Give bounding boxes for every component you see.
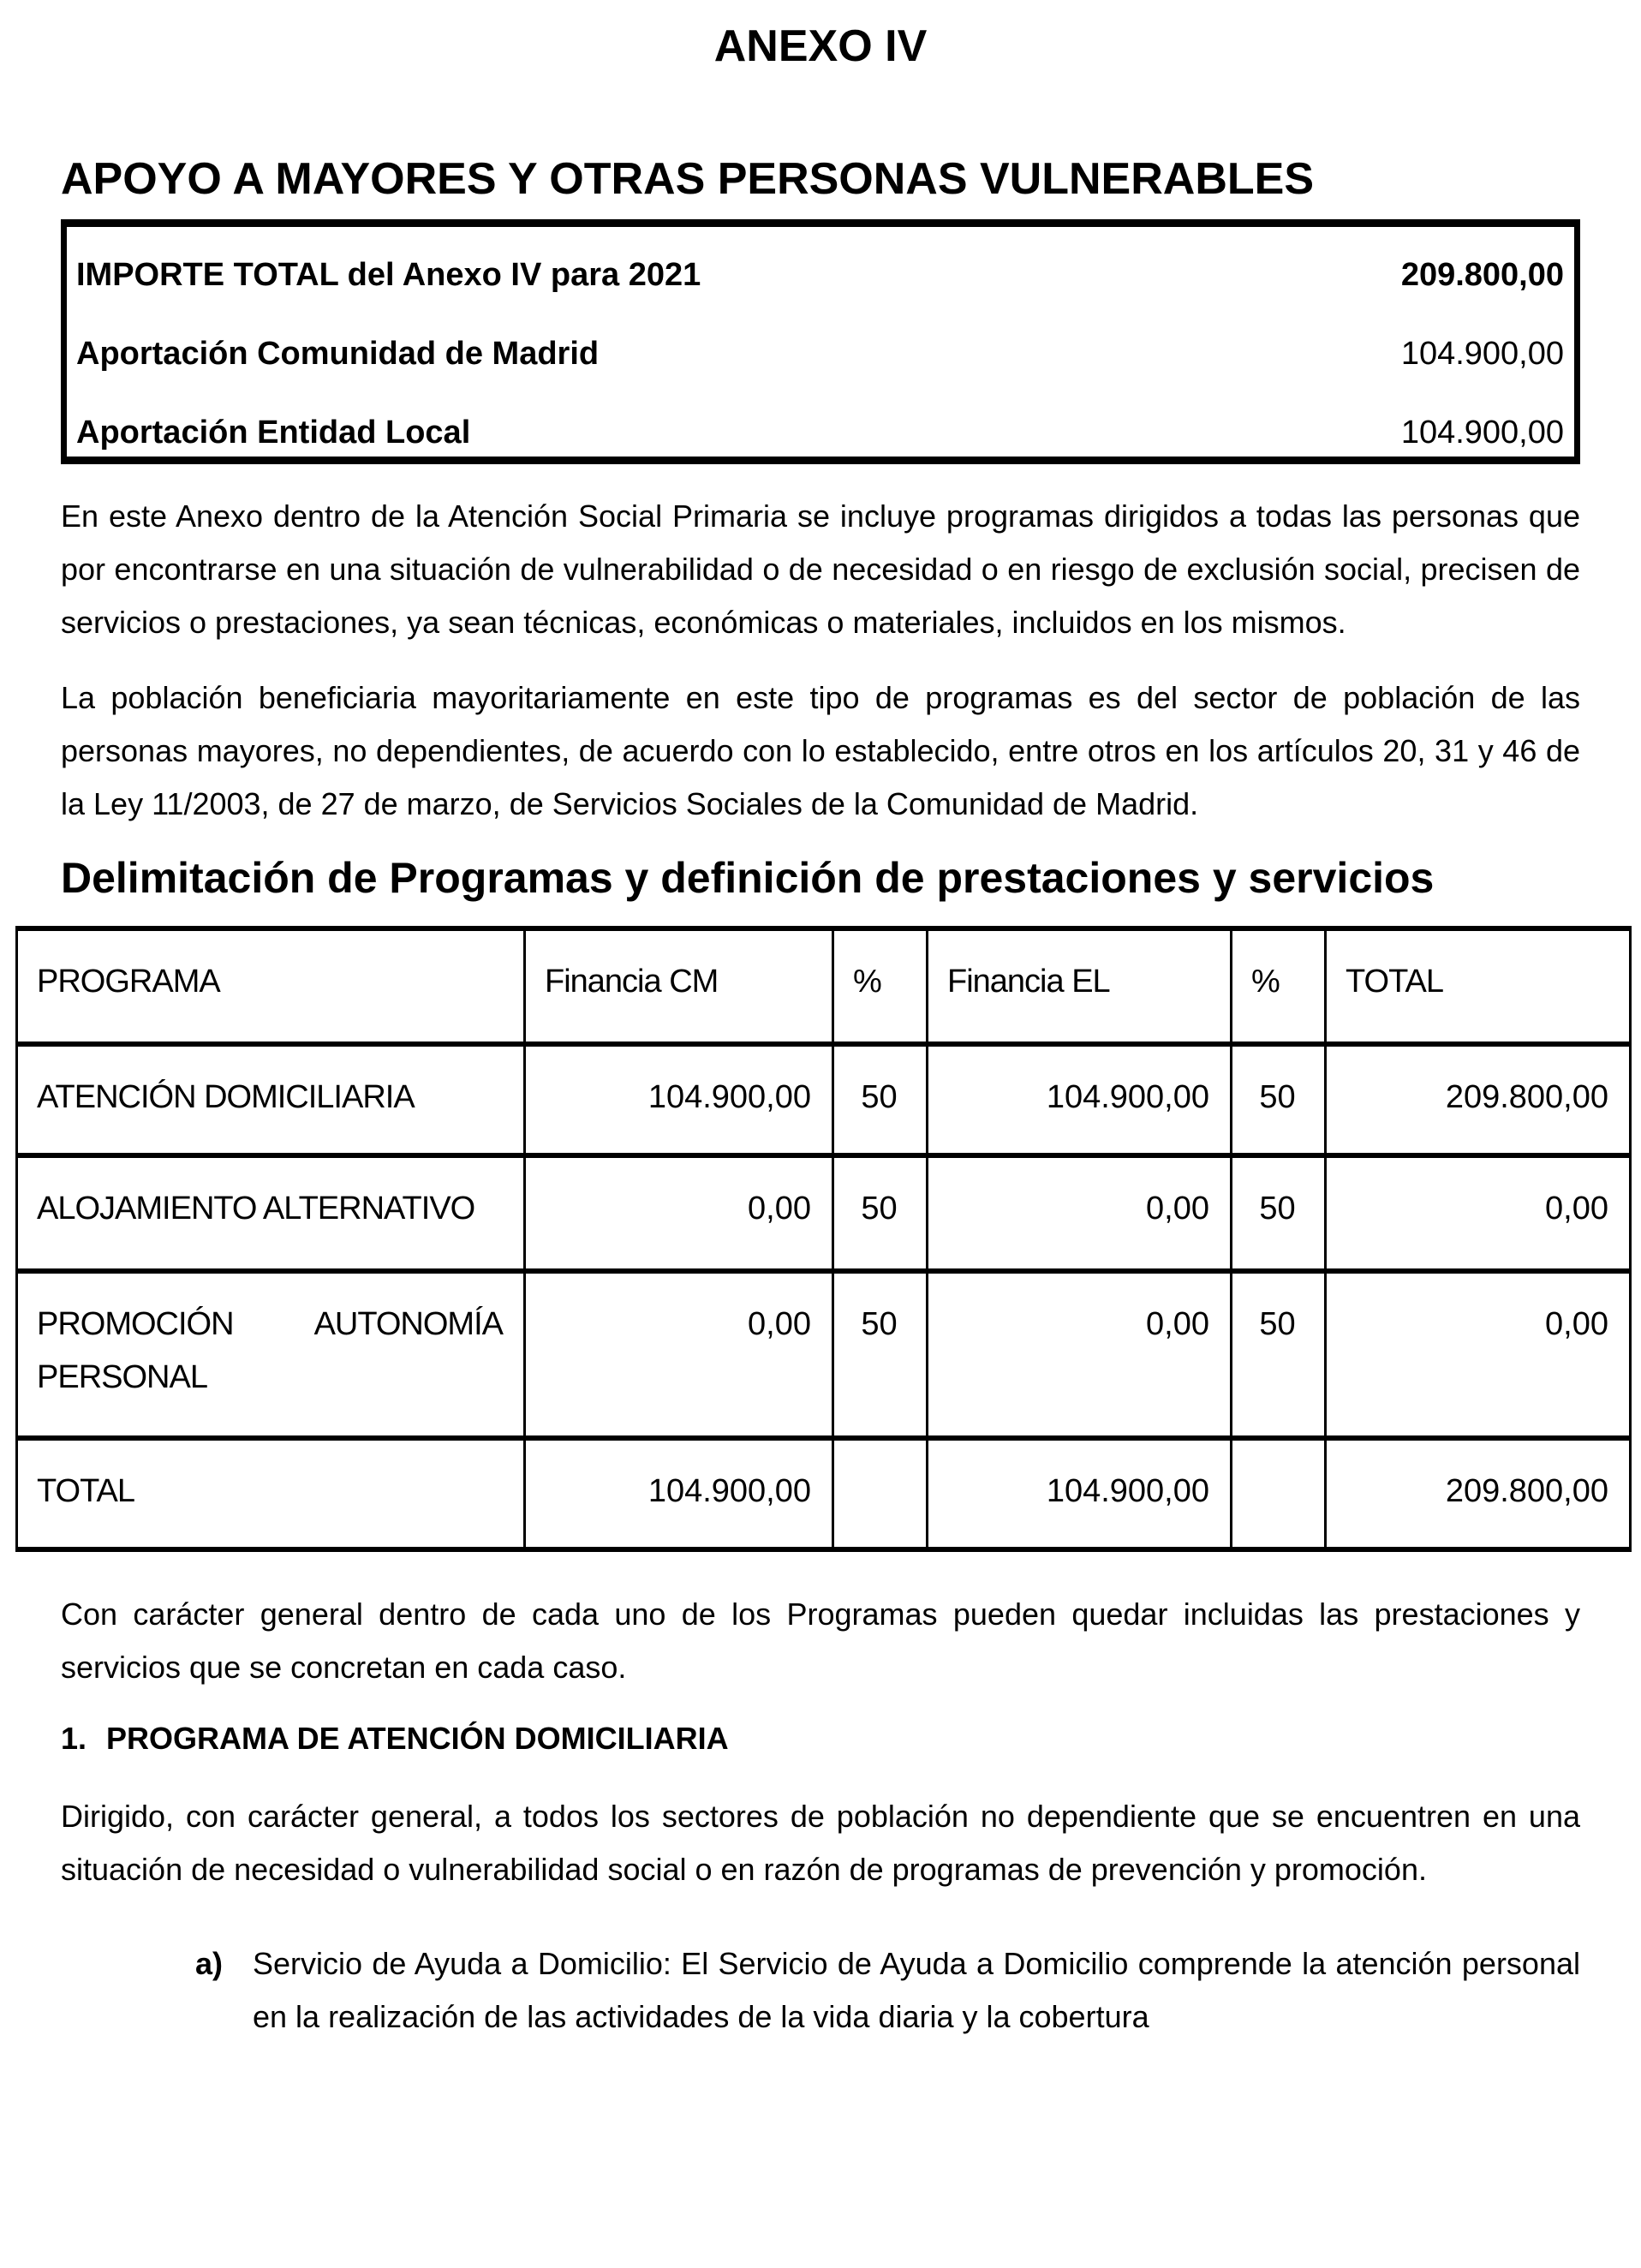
table-row-total — [17, 1438, 1631, 1549]
list-item-a — [195, 1937, 1580, 2044]
cell-financia-el: 104.900,00 — [928, 1044, 1232, 1155]
cell-financia-el: 0,00 — [928, 1271, 1232, 1438]
header-total: TOTAL — [1326, 928, 1631, 1044]
annex-heading: APOYO A MAYORES Y OTRAS PERSONAS VULNERABLES — [61, 154, 1315, 204]
financing-table — [15, 926, 1632, 1552]
section-1-number: 1. — [61, 1721, 87, 1756]
totals-value: 104.900,00 — [1400, 415, 1564, 451]
table-row-promocion-autonomia — [17, 1271, 1631, 1438]
cell-financia-cm: 0,00 — [525, 1271, 833, 1438]
cell-pct-el: 50 — [1232, 1155, 1326, 1271]
cell-program: ALOJAMIENTO ALTERNATIVO — [17, 1155, 525, 1271]
cell-total: 0,00 — [1326, 1271, 1631, 1438]
header-financia-el: Financia EL — [928, 928, 1232, 1044]
totals-value: 104.900,00 — [1400, 336, 1564, 372]
totals-row-aportacion-cm — [76, 335, 1564, 373]
cell-financia-el: 104.900,00 — [928, 1438, 1232, 1549]
section-1-heading — [61, 1718, 1580, 1759]
cell-pct-cm — [833, 1438, 928, 1549]
totals-label: Aportación Entidad Local — [76, 415, 471, 451]
list-item-a-text: Servicio de Ayuda a Domicilio: El Servicio de Ayuda a Domicilio comprende la atención personal en la realización de las actividades de la vida diaria y la cobertura — [253, 1946, 1580, 2034]
table-row-alojamiento-alternativo — [17, 1155, 1631, 1271]
cell-financia-cm: 104.900,00 — [525, 1438, 833, 1549]
totals-label: Aportación Comunidad de Madrid — [76, 336, 600, 372]
cell-financia-el: 0,00 — [928, 1155, 1232, 1271]
intro-paragraph-2: La población beneficiaria mayoritariamente en este tipo de programas es del sector de población de las personas mayores, no dependientes, de acuerdo con lo establecido, entre otros en los artículos 20, 31 y 46 de la Ley 11/2003, de 27 de marzo, de Servicios Sociales de la Comunidad de Madrid. — [61, 680, 1580, 821]
page-title: ANEXO IV — [713, 21, 928, 71]
cell-pct-cm: 50 — [833, 1271, 928, 1438]
cell-pct-el: 50 — [1232, 1271, 1326, 1438]
cell-pct-el — [1232, 1438, 1326, 1549]
cell-financia-cm: 104.900,00 — [525, 1044, 833, 1155]
note-paragraph: Con carácter general dentro de cada uno de los Programas pueden quedar incluidas las prestaciones y servicios que se concretan en cada caso. — [61, 1597, 1580, 1685]
cell-pct-cm: 50 — [833, 1044, 928, 1155]
cell-total: 0,00 — [1326, 1155, 1631, 1271]
totals-label: IMPORTE TOTAL del Anexo IV para 2021 — [76, 257, 701, 293]
cell-program: ATENCIÓN DOMICILIARIA — [17, 1044, 525, 1155]
cell-pct-el: 50 — [1232, 1044, 1326, 1155]
cell-pct-cm: 50 — [833, 1155, 928, 1271]
list-item-a-marker: a) — [195, 1946, 224, 1981]
intro-paragraph-1: En este Anexo dentro de la Atención Social Primaria se incluye programas dirigidos a todas las personas que por encontrarse en una situación de vulnerabilidad o de necesidad o en riesgo de exclusión social, precisen de servicios o prestaciones, ya sean técnicas, económicas o materiales, incluidos en los mismos. — [61, 498, 1580, 640]
totals-value: 209.800,00 — [1400, 257, 1564, 293]
cell-program: PROMOCIÓN AUTONOMÍA PERSONAL — [17, 1271, 525, 1438]
header-financia-cm: Financia CM — [525, 928, 833, 1044]
totals-box — [61, 219, 1580, 464]
section-1-title: PROGRAMA DE ATENCIÓN DOMICILIARIA — [106, 1721, 729, 1756]
header-pct-cm: % — [833, 928, 928, 1044]
totals-row-importe-total — [76, 256, 1564, 294]
table-header-row — [17, 928, 1631, 1044]
section-1-body: Dirigido, con carácter general, a todos los sectores de población no dependiente que se encuentren en una situación de necesidad o vulnerabilidad social o en razón de programas de prevención y promoción. — [61, 1799, 1580, 1887]
cell-financia-cm: 0,00 — [525, 1155, 833, 1271]
cell-total: 209.800,00 — [1326, 1044, 1631, 1155]
cell-total: 209.800,00 — [1326, 1438, 1631, 1549]
financing-table-wrapper — [15, 926, 1629, 1552]
cell-program: TOTAL — [17, 1438, 525, 1549]
programs-heading: Delimitación de Programas y definición de prestaciones y servicios — [61, 854, 1435, 902]
totals-row-aportacion-el — [76, 414, 1564, 451]
header-pct-el: % — [1232, 928, 1326, 1044]
table-row-atencion-domiciliaria — [17, 1044, 1631, 1155]
header-programa: PROGRAMA — [17, 928, 525, 1044]
